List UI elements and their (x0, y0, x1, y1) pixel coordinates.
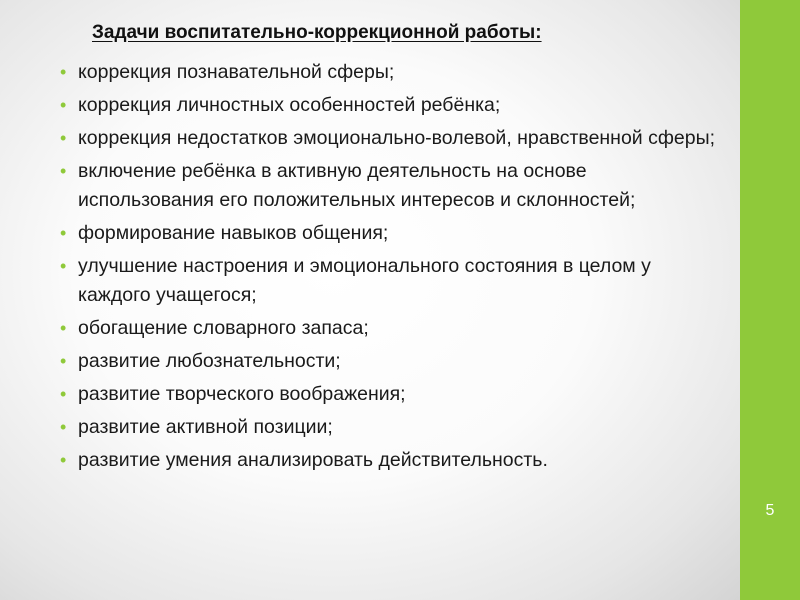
list-item-text: развитие творческого воображения; (78, 383, 406, 405)
slide-title: Задачи воспитательно-коррекционной работы: (92, 22, 542, 43)
list-item-text: коррекция познавательной сферы; (78, 61, 395, 83)
list-item (56, 219, 716, 248)
list-item-text: коррекция личностных особенностей ребёнка; (78, 94, 501, 116)
list-item-text: формирование навыков общения; (78, 222, 389, 244)
list-item (56, 446, 716, 475)
list-item (56, 124, 716, 153)
list-item (56, 347, 716, 376)
page-number: 5 (765, 502, 775, 519)
bullet-dot-icon: • (60, 450, 67, 470)
list-item-text: обогащение словарного запаса; (78, 317, 369, 339)
bullet-dot-icon: • (60, 161, 67, 181)
bullet-dot-icon: • (60, 128, 67, 148)
list-item (56, 413, 716, 442)
bullet-dot-icon: • (60, 417, 67, 437)
bullet-list (56, 58, 716, 479)
list-item (56, 91, 716, 120)
list-item-text: коррекция недостатков эмоционально-волевой, нравственной сферы; (78, 127, 716, 149)
list-item-text: развитие активной позиции; (78, 416, 333, 438)
bullet-dot-icon: • (60, 384, 67, 404)
list-item (56, 314, 716, 343)
list-item-text: развитие любознательности; (78, 350, 341, 372)
list-item (56, 58, 716, 87)
bullet-dot-icon: • (60, 351, 67, 371)
bullet-dot-icon: • (60, 256, 67, 276)
bullet-dot-icon: • (60, 318, 67, 338)
list-item (56, 380, 716, 409)
list-item-text: включение ребёнка в активную деятельность на основе использования его положительных интересов и склонностей; (78, 160, 636, 211)
list-item-text: развитие умения анализировать действительность. (78, 449, 548, 471)
bullet-dot-icon: • (60, 62, 67, 82)
list-item (56, 252, 716, 310)
list-item (56, 157, 716, 215)
list-item-text: улучшение настроения и эмоционального состояния в целом у каждого учащегося; (78, 255, 651, 306)
bullet-dot-icon: • (60, 95, 67, 115)
bullet-dot-icon: • (60, 223, 67, 243)
